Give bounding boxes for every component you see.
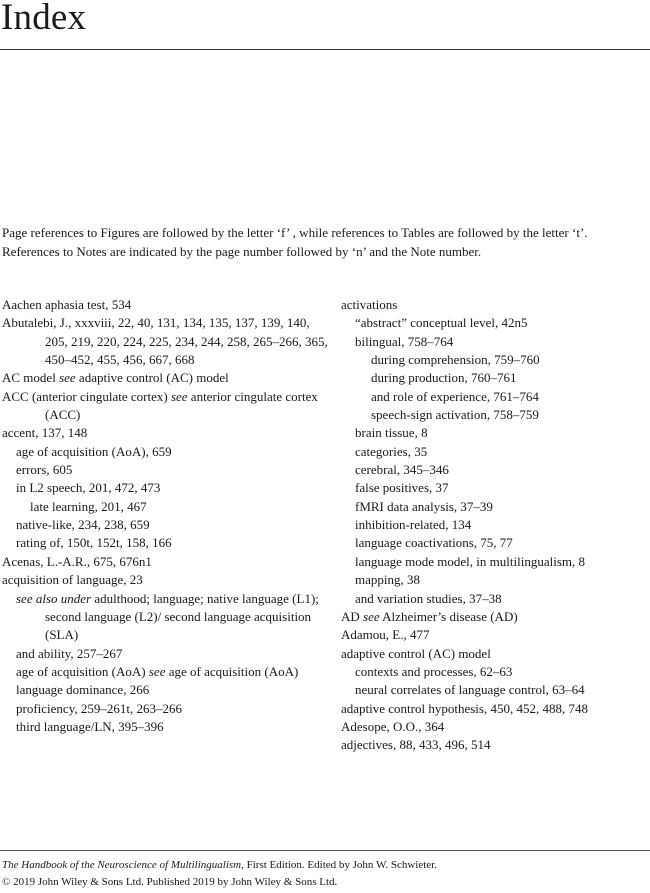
index-entry bbox=[341, 590, 650, 608]
index-entry bbox=[341, 479, 650, 497]
index-entry-term: and variation studies, 37–38 bbox=[355, 590, 502, 606]
index-entry-term: language mode model, in multilingualism, 8 bbox=[355, 553, 585, 569]
index-entry-term: AC model bbox=[2, 370, 56, 386]
title-rule bbox=[0, 49, 650, 50]
index-entry bbox=[2, 700, 332, 718]
index-entry-term: during production, 760–761 bbox=[371, 370, 517, 386]
index-entry bbox=[341, 333, 650, 351]
footer-edition: , First Edition. Edited by John W. Schwieter. bbox=[241, 859, 437, 871]
index-see-reference: see bbox=[59, 370, 76, 386]
index-entry bbox=[2, 443, 332, 461]
index-entry-term: rating of, 150t, 152t, 158, 166 bbox=[16, 535, 172, 551]
index-entry bbox=[2, 534, 332, 552]
index-entry bbox=[2, 498, 332, 516]
index-entry bbox=[341, 406, 650, 424]
index-see-target: age of acquisition (AoA) bbox=[165, 663, 299, 679]
index-entry bbox=[341, 645, 650, 663]
index-entry bbox=[341, 424, 650, 442]
index-entry bbox=[2, 590, 332, 645]
index-entry bbox=[341, 700, 650, 718]
index-entry-term: neural correlates of language control, 63–64 bbox=[355, 682, 585, 698]
index-entry bbox=[341, 443, 650, 461]
index-entry bbox=[2, 681, 332, 699]
index-entry-term: errors, 605 bbox=[16, 462, 73, 478]
index-entry bbox=[341, 314, 650, 332]
index-entry-term: mapping, 38 bbox=[355, 572, 420, 588]
footer-book-title: The Handbook of the Neuroscience of Multilingualism bbox=[2, 859, 242, 871]
index-see-reference: see bbox=[363, 608, 380, 624]
index-entry-term: language dominance, 266 bbox=[16, 682, 150, 698]
index-entry-term: Acenas, L.-A.R., 675, 676n1 bbox=[2, 553, 152, 569]
footer-copyright: © 2019 John Wiley & Sons Ltd. Published 2019 by John Wiley & Sons Ltd. bbox=[2, 876, 338, 888]
index-entry-term: AD bbox=[341, 608, 360, 624]
index-entry-term: bilingual, 758–764 bbox=[355, 333, 454, 349]
index-entry bbox=[341, 351, 650, 369]
index-entry-term: age of acquisition (AoA), 659 bbox=[16, 443, 172, 459]
index-entry-term: “abstract” conceptual level, 42n5 bbox=[355, 315, 528, 331]
index-entry bbox=[341, 571, 650, 589]
index-entry-term: language coactivations, 75, 77 bbox=[355, 535, 513, 551]
index-entry bbox=[341, 718, 650, 736]
index-see-target: Alzheimer’s disease (AD) bbox=[379, 608, 518, 624]
index-entry bbox=[2, 388, 332, 425]
index-entry bbox=[2, 516, 332, 534]
index-entry-term: Adesope, O.O., 364 bbox=[341, 718, 445, 734]
index-entry bbox=[341, 553, 650, 571]
index-entry bbox=[341, 388, 650, 406]
index-see-reference: see bbox=[170, 388, 188, 404]
index-entry-term: native-like, 234, 238, 659 bbox=[16, 517, 150, 533]
index-entry bbox=[2, 645, 332, 663]
index-entry-term: late learning, 201, 467 bbox=[30, 498, 147, 514]
index-entry-term: adjectives, 88, 433, 496, 514 bbox=[341, 737, 491, 753]
index-entry bbox=[2, 479, 332, 497]
index-entry bbox=[2, 369, 332, 387]
index-entry-term: third language/LN, 395–396 bbox=[16, 718, 164, 734]
page-title: Index bbox=[1, 0, 87, 38]
index-entry bbox=[341, 534, 650, 552]
index-entry bbox=[341, 736, 650, 754]
index-entry bbox=[2, 571, 332, 589]
index-entry bbox=[2, 296, 332, 314]
index-column-right bbox=[341, 296, 650, 755]
index-entry bbox=[2, 314, 332, 369]
index-entry bbox=[341, 461, 650, 479]
index-entry-term: in L2 speech, 201, 472, 473 bbox=[16, 480, 161, 496]
index-entry-term: cerebral, 345–346 bbox=[355, 462, 449, 478]
index-entry-term: speech-sign activation, 758–759 bbox=[371, 407, 539, 423]
index-entry bbox=[341, 498, 650, 516]
index-see-target: adulthood; language; native language (L1); second language (L2)/ second language acquisition (SLA) bbox=[45, 590, 319, 643]
index-entry bbox=[341, 626, 650, 644]
index-column-left bbox=[2, 296, 332, 736]
index-see-reference: see bbox=[148, 663, 166, 679]
index-entry-term: ACC (anterior cingulate cortex) bbox=[2, 388, 168, 404]
index-entry bbox=[2, 424, 332, 442]
index-entry-term: brain tissue, 8 bbox=[355, 425, 428, 441]
index-entry bbox=[341, 608, 650, 626]
index-entry-term: Aachen aphasia test, 534 bbox=[2, 297, 132, 312]
index-entry bbox=[341, 516, 650, 534]
index-entry bbox=[2, 553, 332, 571]
index-entry bbox=[341, 296, 650, 314]
index-entry bbox=[2, 718, 332, 736]
index-entry bbox=[2, 663, 332, 681]
index-entry-term: proficiency, 259–261t, 263–266 bbox=[16, 700, 182, 716]
index-entry-term: age of acquisition (AoA) bbox=[16, 663, 146, 679]
index-entry-term: during comprehension, 759–760 bbox=[371, 352, 540, 368]
index-see-target: anterior cingulate cortex (ACC) bbox=[45, 388, 318, 423]
index-entry-term: Adamou, E., 477 bbox=[341, 627, 430, 643]
footer-citation bbox=[2, 857, 647, 874]
index-entry bbox=[341, 681, 650, 699]
index-entry-term: categories, 35 bbox=[355, 443, 428, 459]
index-entry-term: activations bbox=[341, 297, 398, 312]
footer-rule bbox=[0, 850, 650, 851]
index-entry-term: inhibition-related, 134 bbox=[355, 517, 472, 533]
index-entry-term: acquisition of language, 23 bbox=[2, 572, 143, 588]
index-see-target: adaptive control (AC) model bbox=[75, 370, 229, 386]
index-entry-term: Abutalebi, J., xxxviii, 22, 40, 131, 134, 135, 137, 139, 140, 205, 219, 220, 224, 225, 234, 244, 258, 265–266, 365, 450–452, 455, 456, 667, 668 bbox=[2, 315, 328, 368]
index-entry-term: accent, 137, 148 bbox=[2, 425, 88, 441]
index-entry-term: adaptive control hypothesis, 450, 452, 488, 748 bbox=[341, 700, 588, 716]
index-entry-term: and role of experience, 761–764 bbox=[371, 388, 539, 404]
index-entry bbox=[2, 461, 332, 479]
index-entry-term: fMRI data analysis, 37–39 bbox=[355, 498, 493, 514]
index-entry-term: adaptive control (AC) model bbox=[341, 645, 491, 661]
index-entry bbox=[341, 369, 650, 387]
index-entry-term: contexts and processes, 62–63 bbox=[355, 663, 513, 679]
index-see-reference: see also under bbox=[16, 590, 92, 606]
index-entry-term: and ability, 257–267 bbox=[16, 645, 123, 661]
page-footer bbox=[2, 857, 647, 891]
index-intro: Page references to Figures are followed by the letter ‘f’ , while references to Tables are followed by the letter ‘t’. References to Notes are indicated by the page number followed by ‘n’ and the Note number. bbox=[2, 225, 588, 259]
index-entry-term: false positives, 37 bbox=[355, 480, 449, 496]
index-entry bbox=[341, 663, 650, 681]
